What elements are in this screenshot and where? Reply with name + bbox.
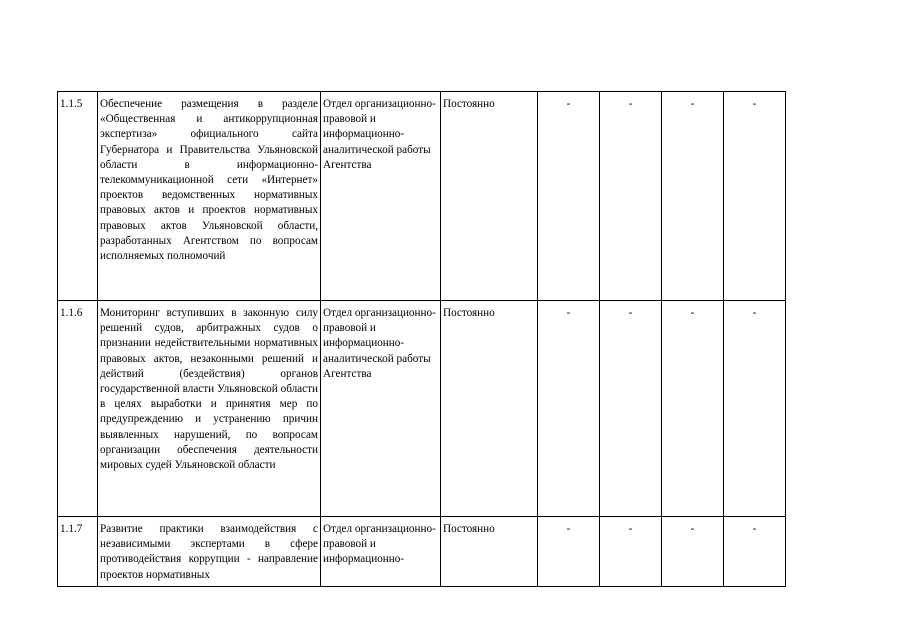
value-cell: - <box>662 301 724 517</box>
row-number: 1.1.5 <box>58 92 98 301</box>
responsible-department: Отдел организационно-правовой и информационно- <box>321 517 441 587</box>
measure-description: Развитие практики взаимодействия с независимыми экспертами в сфере противодействия коррупции - направление проектов нормативных <box>98 517 321 587</box>
execution-term: Постоянно <box>441 92 538 301</box>
value-cell: - <box>724 301 786 517</box>
value-cell: - <box>538 517 600 587</box>
value-cell: - <box>724 92 786 301</box>
measure-description: Обеспечение размещения в разделе «Общественная и антикоррупционная экспертиза» официального сайта Губернатора и Правительства Ульяновской области в информационно-телекоммуникационной сети «Интернет» проектов ведомственных нормативных правовых актов и проектов нормативных правовых актов Ульяновской области, разработанных Агентством по вопросам исполняемых полномочий <box>98 92 321 301</box>
value-cell: - <box>724 517 786 587</box>
execution-term: Постоянно <box>441 301 538 517</box>
value-cell: - <box>600 517 662 587</box>
table-row <box>58 92 786 301</box>
value-cell: - <box>538 301 600 517</box>
row-number: 1.1.7 <box>58 517 98 587</box>
responsible-department: Отдел организационно-правовой и информационно-аналитической работы Агентства <box>321 92 441 301</box>
value-cell: - <box>600 92 662 301</box>
value-cell: - <box>600 301 662 517</box>
value-cell: - <box>538 92 600 301</box>
row-number: 1.1.6 <box>58 301 98 517</box>
measure-description: Мониторинг вступивших в законную силу решений судов, арбитражных судов о признании недействительными нормативных правовых актов, незаконными решений и действий (бездействия) органов государственной власти Ульяновской области в целях выработки и принятия мер по предупреждению и устранению причин выявленных нарушений, по вопросам организации обеспечения деятельности мировых судей Ульяновской области <box>98 301 321 517</box>
table-row <box>58 517 786 587</box>
execution-term: Постоянно <box>441 517 538 587</box>
measures-table <box>57 91 786 587</box>
table-row <box>58 301 786 517</box>
value-cell: - <box>662 92 724 301</box>
responsible-department: Отдел организационно-правовой и информационно-аналитической работы Агентства <box>321 301 441 517</box>
value-cell: - <box>662 517 724 587</box>
